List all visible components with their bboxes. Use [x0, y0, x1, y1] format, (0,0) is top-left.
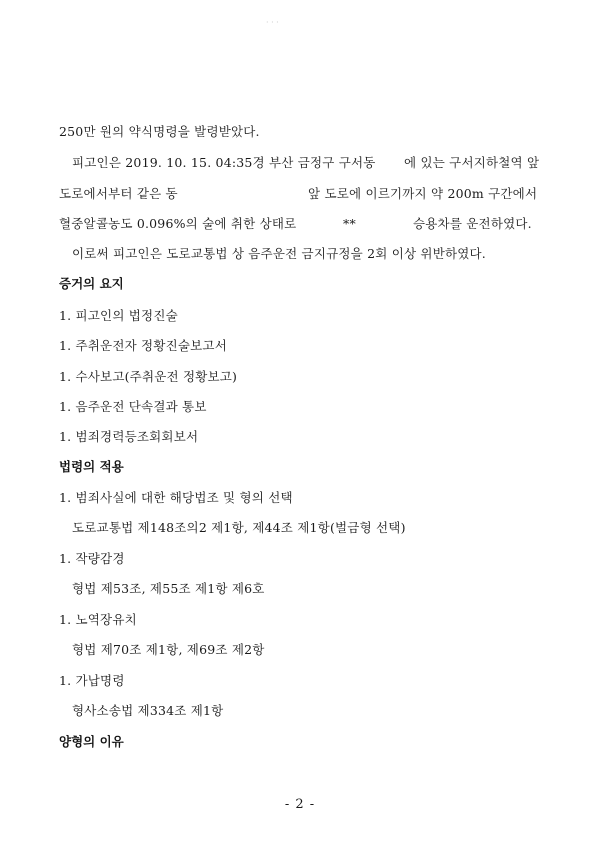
list-item: 1. 가납명령	[59, 673, 125, 688]
list-item: 1. 피고인의 법정진술	[59, 308, 178, 323]
list-item: 1. 주취운전자 정황진술보고서	[59, 338, 227, 353]
list-item: 1. 범죄사실에 대한 해당법조 및 형의 선택	[59, 490, 293, 505]
paragraph-line: 250만 원의 약식명령을 발령받았다.	[59, 124, 260, 139]
text-segment: 혈중알콜농도 0.096%의 술에 취한 상태로	[59, 216, 297, 231]
text-segment: **	[343, 216, 356, 231]
section-heading-evidence: 증거의 요지	[59, 276, 124, 291]
scan-mark: · · ·	[266, 18, 279, 27]
text-segment: 앞 도로에 이르기까지 약 200m 구간에서	[308, 186, 538, 201]
text-segment: 피고인은 2019. 10. 15. 04:35경 부산 금정구 구서동	[72, 155, 376, 170]
list-item: 1. 범죄경력등조회회보서	[59, 429, 199, 444]
text-segment: 승용차를 운전하였다.	[413, 216, 532, 231]
paragraph-line: 이로써 피고인은 도로교통법 상 음주운전 금지규정을 2회 이상 위반하였다.	[72, 246, 486, 261]
list-item: 1. 노역장유치	[59, 612, 137, 627]
page-number: - 2 -	[284, 797, 316, 812]
list-item: 1. 작량감경	[59, 551, 125, 566]
list-item-detail: 도로교통법 제148조의2 제1항, 제44조 제1항(벌금형 선택)	[72, 520, 406, 535]
list-item-detail: 형법 제53조, 제55조 제1항 제6호	[72, 581, 265, 596]
list-item-detail: 형사소송법 제334조 제1항	[72, 703, 224, 718]
list-item-detail: 형법 제70조 제1항, 제69조 제2항	[72, 642, 265, 657]
paragraph-line	[0, 155, 600, 171]
text-segment: 에 있는 구서지하철역 앞	[404, 155, 540, 170]
text-segment: 도로에서부터 같은 동	[59, 186, 178, 201]
list-item: 1. 수사보고(주취운전 정황보고)	[59, 369, 238, 384]
section-heading-law: 법령의 적용	[59, 459, 124, 474]
list-item: 1. 음주운전 단속결과 통보	[59, 399, 207, 414]
paragraph-line	[0, 186, 600, 202]
paragraph-line	[0, 216, 600, 232]
section-heading-sentencing: 양형의 이유	[59, 734, 124, 749]
